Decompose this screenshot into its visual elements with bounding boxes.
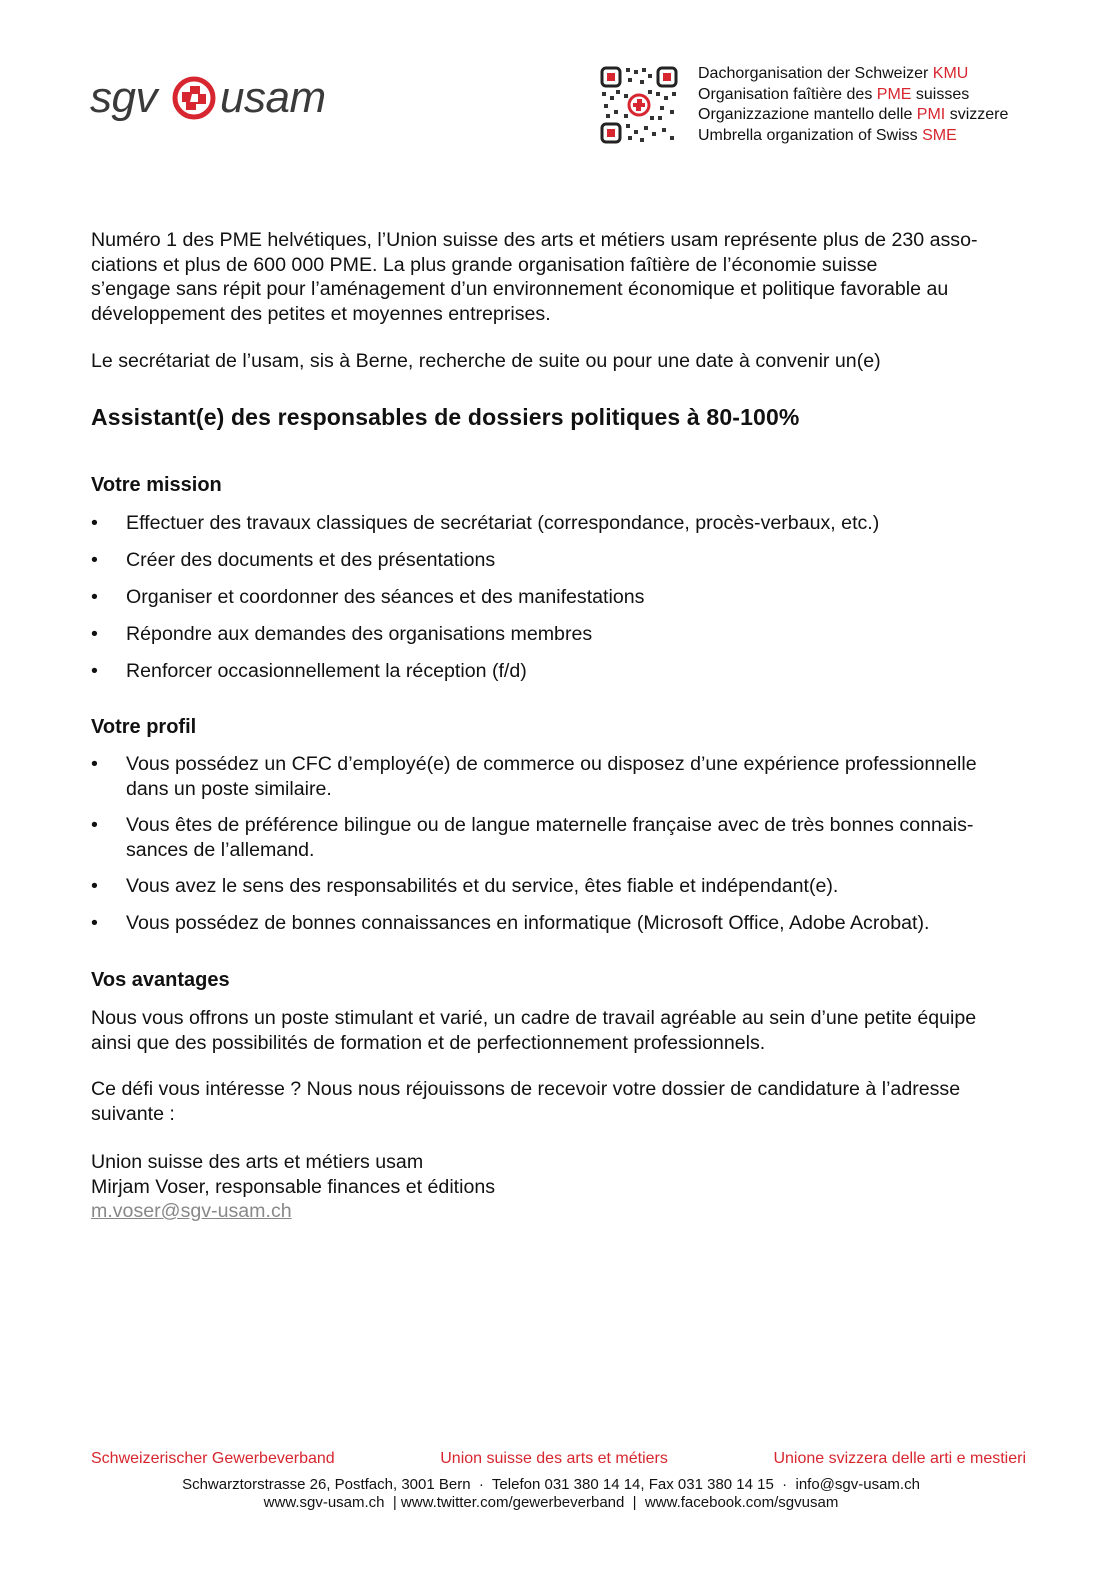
- list-item: • Renforcer occasionnellement la réception (f/d): [91, 659, 527, 682]
- footer-address: [0, 1476, 1102, 1512]
- job-title: Assistant(e) des responsables de dossiers politiques à 80-100%: [91, 404, 800, 430]
- footer-org-names: [91, 1450, 1026, 1468]
- footer-address-line: Schwarztorstrasse 26, Postfach, 3001 Bern · Telefon 031 380 14 14, Fax 031 380 14 15 · info@sgv-usam.ch: [182, 1476, 920, 1493]
- intro-line: ciations et plus de 600 000 PME. La plus grande organisation faîtière de l’économie suisse: [91, 253, 878, 276]
- intro-paragraph: [91, 228, 1016, 326]
- intro-line: s’engage sans répit pour l’aménagement d’un environnement économique et politique favorable au: [91, 278, 949, 300]
- contact-block: [91, 1150, 495, 1224]
- header-tagline: [698, 64, 1008, 146]
- tagline-line-en: Umbrella organization of Swiss SME: [698, 126, 957, 144]
- svg-text:sgv: sgv: [90, 73, 157, 122]
- footer-name-de: Schweizerischer Gewerbeverband: [91, 1450, 335, 1467]
- advantages-heading: Vos avantages: [91, 969, 230, 991]
- qr-code-icon: [600, 66, 678, 144]
- contact-org: Union suisse des arts et métiers usam: [91, 1151, 424, 1173]
- intro-line: Numéro 1 des PME helvétiques, l’Union suisse des arts et métiers usam représente plus de 230 asso-: [91, 229, 978, 251]
- intro-line: développement des petites et moyennes entreprises.: [91, 302, 551, 325]
- contact-email-link[interactable]: m.voser@sgv-usam.ch: [91, 1200, 292, 1222]
- list-item: • Vous êtes de préférence bilingue ou de langue maternelle française avec de très bonnes connais- sances de l’allemand.: [91, 814, 974, 861]
- list-item: • Vous possédez de bonnes connaissances en informatique (Microsoft Office, Adobe Acrobat).: [91, 911, 930, 934]
- svg-text:usam: usam: [220, 73, 326, 122]
- tagline-line-fr: Organisation faîtière des PME suisses: [698, 85, 970, 103]
- logo-emblem: [175, 79, 213, 117]
- list-item: • Effectuer des travaux classiques de secrétariat (correspondance, procès-verbaux, etc.): [91, 512, 880, 534]
- mission-list: [91, 511, 1016, 683]
- advantages-paragraph: Nous vous offrons un poste stimulant et varié, un cadre de travail agréable au sein d’une petite équipe ainsi que des possibilités de formation et de perfectionnement professionnels.: [91, 1007, 977, 1054]
- list-item: • Organiser et coordonner des séances et des manifestations: [91, 585, 645, 608]
- mission-heading: Votre mission: [91, 474, 222, 496]
- contact-person: Mirjam Voser, responsable finances et éditions: [91, 1175, 496, 1198]
- footer-web-line: www.sgv-usam.ch | www.twitter.com/gewerbeverband | www.facebook.com/sgvusam: [263, 1494, 839, 1511]
- footer-name-fr: Union suisse des arts et métiers: [440, 1450, 668, 1467]
- list-item: • Répondre aux demandes des organisations membres: [91, 622, 593, 645]
- application-paragraph: Ce défi vous intéresse ? Nous nous réjouissons de recevoir votre dossier de candidature à l’adresse suivante :: [91, 1078, 961, 1125]
- tagline-line-de: Dachorganisation der Schweizer KMU: [698, 65, 969, 82]
- sgv-usam-logo: [90, 68, 352, 134]
- secretariat-sentence: Le secrétariat de l’usam, sis à Berne, recherche de suite ou pour une date à convenir un(e): [91, 350, 881, 372]
- list-item: • Créer des documents et des présentations: [91, 548, 496, 571]
- tagline-line-it: Organizzazione mantello delle PMI svizzere: [698, 106, 1009, 123]
- footer-name-it: Unione svizzera delle arti e mestieri: [773, 1450, 1026, 1467]
- profile-list: [91, 752, 1016, 935]
- profile-heading: Votre profil: [91, 716, 197, 738]
- list-item: • Vous avez le sens des responsabilités et du service, êtes fiable et indépendant(e).: [91, 875, 839, 897]
- list-item: • Vous possédez un CFC d’employé(e) de commerce ou disposez d’une expérience professionnelle dans un poste similaire.: [91, 753, 977, 800]
